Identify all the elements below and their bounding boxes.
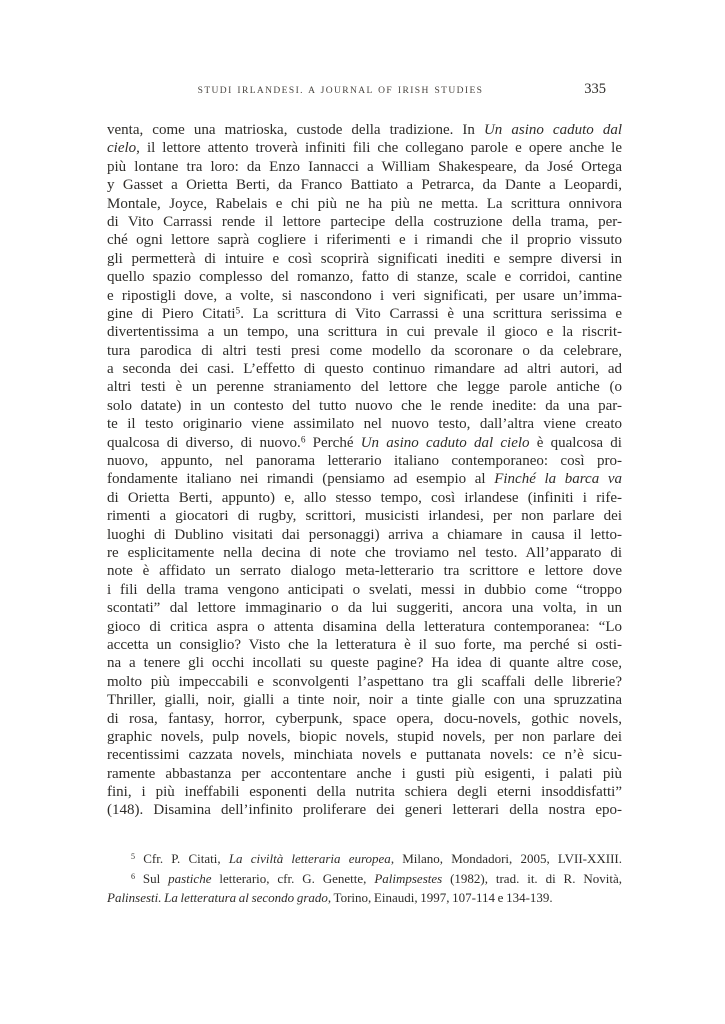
text-line: [107, 287, 622, 305]
text-line: [107, 397, 622, 415]
text-segment: molto più impeccabili e sconvolgenti l’aspettano tra gli scaffali delle librerie?: [107, 673, 622, 690]
text-line: [107, 452, 622, 470]
italic-text-segment: cielo: [107, 140, 137, 157]
text-segment: na a tenere gli occhi incollati su queste pagine? Ha idea di quante altre cose,: [107, 655, 622, 672]
text-line: [107, 342, 622, 360]
text-segment: Perché: [305, 434, 361, 451]
body-text-block: [107, 121, 622, 820]
text-segment: ramente abbastanza per accontentare anche i gusti più esigenti, i palati più: [107, 765, 622, 782]
text-line: [107, 765, 622, 783]
text-segment: Thriller, gialli, noir, gialli a tinte noir, noir a tinte gialle con una spruzzatina: [107, 692, 622, 709]
text-segment: qualcosa di diverso, di nuovo.: [107, 434, 301, 451]
text-segment: recentissimi cazzata novels, minchiata novels e puttanata novels: ce n’è sicu-: [107, 747, 622, 764]
text-line: [107, 470, 622, 488]
text-segment: di Orietta Berti, appunto) e, allo stesso tempo, così irlandese (infiniti i rife-: [107, 489, 622, 506]
text-line: [107, 599, 622, 617]
text-line: [107, 869, 622, 889]
text-segment: luoghi di Dublino visitati dai personaggi) arriva a chiamare in causa il letto-: [107, 526, 622, 543]
text-segment: gli permetterà di intuire e così scoprirà significati inediti e sempre diversi in: [107, 250, 622, 267]
text-segment: ché ogni lettore saprà cogliere i riferimenti e i rimandi che il proprio vissuto: [107, 232, 622, 249]
text-line: [107, 849, 622, 869]
text-line: [107, 434, 622, 452]
running-title: STUDI IRLANDESI. A JOURNAL OF IRISH STUDIES: [197, 86, 484, 96]
text-segment: fondamente italiano nei rimandi (pensiamo ad esempio al: [107, 471, 495, 488]
text-segment: e ripostigli dove, a volte, si nascondono i veri significati, per usare un’imma-: [107, 287, 622, 304]
text-line: [107, 888, 622, 908]
text-line: [107, 158, 622, 176]
text-segment: quello spazio complesso del romanzo, fatto di stanze, scale e corridoi, cantine: [107, 269, 622, 286]
footnote-reference: 5: [235, 306, 241, 317]
text-line: [107, 801, 622, 819]
text-line: [107, 489, 622, 507]
footnotes-block: [107, 849, 622, 908]
text-line: [107, 360, 622, 378]
text-line: [107, 746, 622, 764]
text-line: [107, 213, 622, 231]
text-segment: , Torino, Einaudi, 1997, 107-114 e 134-139.: [327, 890, 553, 906]
text-line: [107, 121, 622, 139]
text-segment: tura parodica di altri testi presi come modello da scoronare o da celebrare,: [107, 342, 622, 359]
page-number: 335: [584, 81, 606, 97]
text-segment: di Vito Carrassi rende il lettore partecipe della costruzione della trama, per-: [107, 213, 622, 230]
text-segment: Sul: [135, 870, 169, 886]
text-line: [107, 783, 622, 801]
text-line: [107, 507, 622, 525]
italic-text-segment: Un asino caduto dal: [483, 122, 622, 138]
text-segment: te il testo originario viene assimilato nel nuovo testo, dall’altra viene creato: [107, 416, 622, 433]
text-line: [107, 728, 622, 746]
text-segment: y Gasset a Orietta Berti, da Franco Battiato a Petrarca, da Dante a Leopardi,: [107, 177, 622, 194]
text-line: [107, 562, 622, 580]
text-line: [107, 618, 622, 636]
text-line: [107, 673, 622, 691]
text-segment: accetta un consiglio? Visto che la letteratura è il suo forte, ma perché si osti-: [107, 636, 622, 653]
text-segment: a seconda dei casi. L’effetto di questo continuo rimandare ad altri autori, ad: [107, 361, 622, 378]
text-line: [107, 231, 622, 249]
text-line: [107, 526, 622, 544]
footnote-reference: 6: [131, 871, 136, 881]
text-line: [107, 654, 622, 672]
text-line: [107, 139, 622, 157]
text-line: [107, 378, 622, 396]
text-segment: scontati” dal lettore immaginario o da lui suggeriti, ancora una volta, in un: [107, 600, 622, 617]
text-line: [107, 195, 622, 213]
text-line: [107, 268, 622, 286]
text-segment: altri testi è un perenne straniamento del lettore che legge parole antiche (o: [107, 379, 622, 396]
text-segment: gine di Piero Citati: [107, 305, 236, 322]
italic-text-segment: Palinsesti. La letteratura al secondo grado: [107, 890, 328, 906]
text-segment: di rosa, fantasy, horror, cyberpunk, space opera, docu-novels, gothic novels,: [107, 710, 622, 727]
text-segment: nuovo, appunto, nel panorama letterario italiano contemporaneo: così pro-: [107, 453, 622, 470]
text-segment: (1982), trad. it. di R. Novità,: [442, 870, 622, 886]
text-line: [107, 323, 622, 341]
text-line: [107, 415, 622, 433]
text-segment: venta, come una matrioska, custode della tradizione. In: [107, 122, 484, 138]
text-segment: graphic novels, pulp novels, biopic novels, stupid novels, per non parlare dei: [107, 728, 622, 745]
footnote-reference: 6: [300, 435, 306, 445]
text-segment: . La scrittura di Vito Carrassi è una scrittura serissima e: [240, 305, 622, 322]
footnote-reference: 5: [131, 851, 136, 861]
text-segment: gioco di critica aspra o attenta disamina della letteratura contemporanea: “Lo: [107, 618, 622, 635]
text-segment: più lontane tra loro: da Enzo Iannacci a William Shakespeare, da José Ortega: [107, 158, 622, 175]
text-segment: re esplicitamente nella decina di note che troviamo nel testo. All’apparato di: [107, 544, 622, 561]
text-line: [107, 710, 622, 728]
text-segment: , il lettore attento troverà infiniti fili che collegano parole e opere anche le: [136, 140, 622, 157]
text-segment: rimenti a giocatori di rugby, scrittori, musicisti irlandesi, per non parlare dei: [107, 508, 622, 525]
italic-text-segment: La civiltà letteraria europea: [228, 851, 391, 866]
italic-text-segment: Palimpsestes: [374, 870, 443, 886]
text-segment: Montale, Joyce, Rabelais e chi più ne ha più ne metta. La scrittura onnivora: [107, 195, 622, 212]
italic-text-segment: Finché la barca va: [494, 471, 622, 488]
text-segment: letterario, cfr. G. Genette,: [211, 870, 375, 886]
text-segment: solo datate) in un contesto del tutto nuovo che le rende inedite: da una par-: [107, 397, 622, 414]
text-segment: note è affidato un serrato dialogo meta-letterario tra scrittore e lettore dove: [107, 563, 622, 580]
text-line: [107, 581, 622, 599]
text-line: [107, 250, 622, 268]
page-header: [107, 83, 622, 99]
text-line: [107, 176, 622, 194]
text-segment: , Milano, Mondadori, 2005, LVII-XXIII.: [390, 851, 623, 866]
text-segment: fini, i più ineffabili esponenti della nutrita schiera degli eterni insoddisfatti”: [107, 784, 622, 801]
italic-text-segment: pastiche: [168, 870, 212, 886]
text-segment: divertentissima a un tempo, una scrittura in cui prevale il gioco e la riscrit-: [107, 324, 622, 341]
text-line: [107, 544, 622, 562]
text-segment: i fili della trama vengono anticipati o svelati, messi in dubbio come “troppo: [107, 581, 622, 598]
text-segment: (148). Disamina dell’infinito proliferare dei generi letterari della nostra epo-: [107, 802, 622, 819]
text-line: [107, 691, 622, 709]
italic-text-segment: Un asino caduto dal cielo: [360, 434, 530, 451]
text-segment: Cfr. P. Citati,: [135, 851, 229, 866]
text-line: [107, 305, 622, 323]
text-line: [107, 636, 622, 654]
text-segment: è qualcosa di: [529, 434, 622, 451]
